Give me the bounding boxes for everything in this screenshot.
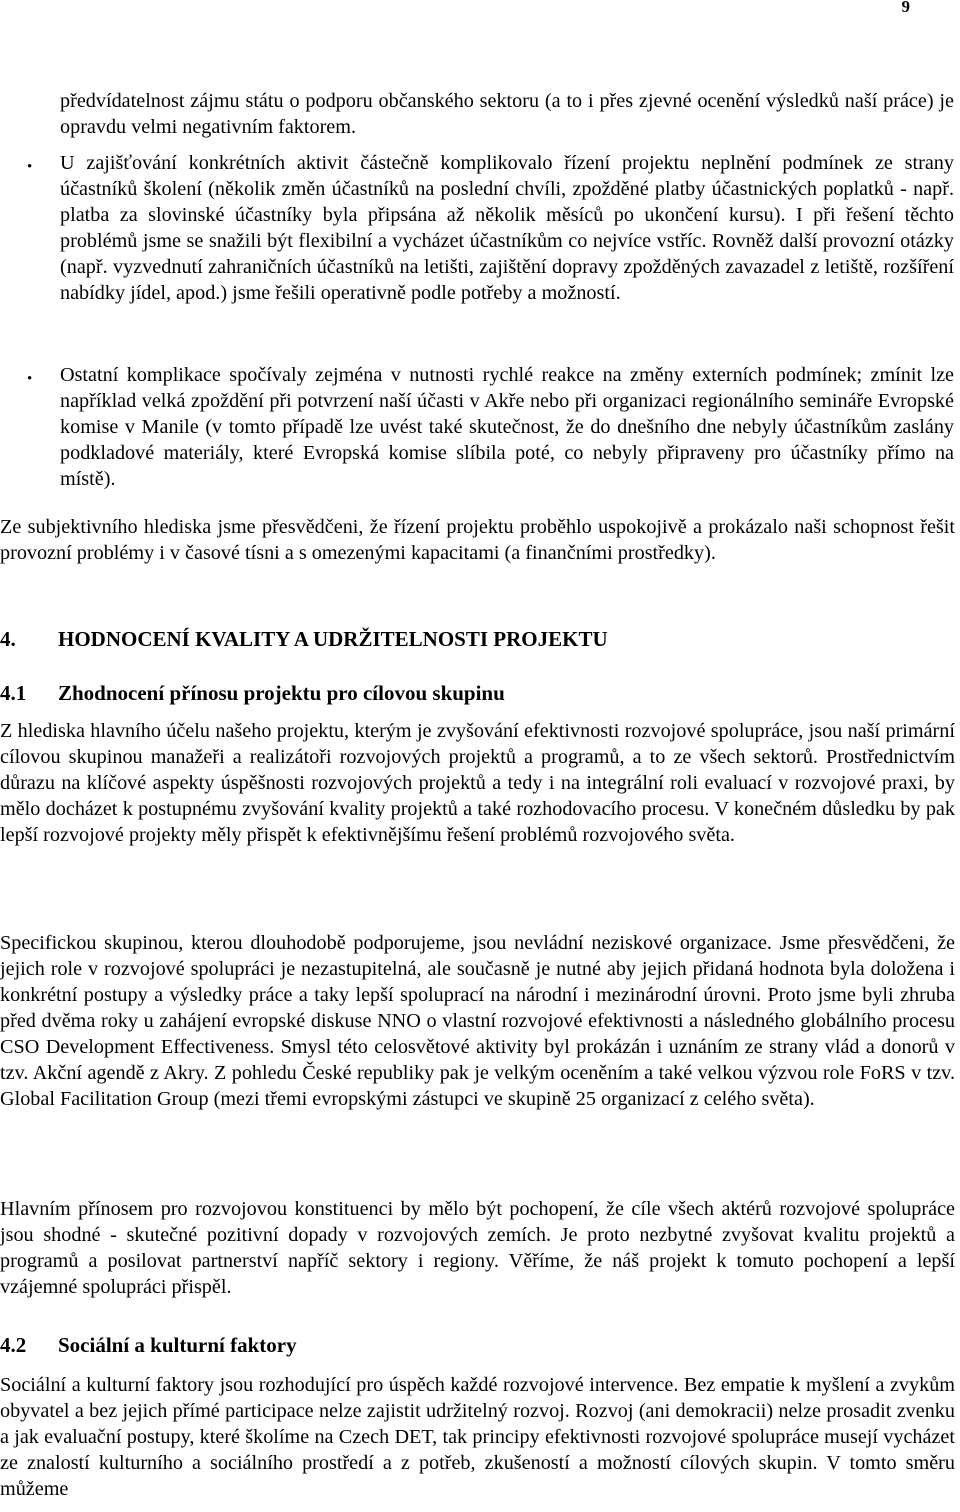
chapter-heading	[0, 626, 608, 652]
bullet-icon: •	[27, 371, 33, 387]
bullet-item-management: U zajišťování konkrétních aktivit částečně komplikovalo řízení projektu neplnění podmínek ze strany účastníků školení (několik změn účastníků na poslední chvíli, zpožděné platby účastnických poplatků - např. platba za slovinské účastníky byla připsána až několik měsíců po ukončení kursu). I při řešení těchto problémů jsme se snažili být flexibilní a vycházet účastníkům co nejvíce vstříc. Rovněž další provozní otázky (např. vyzvednutí zahraničních účastníků na letišti, zajištění dopravy zpožděných zavazadel z letiště, rozšíření nabídky jídel, apod.) jsme řešili operativně podle potřeby a možností.	[60, 152, 954, 304]
page-number: 9	[901, 0, 910, 16]
section-4-1-paragraph-1: Z hlediska hlavního účelu našeho projektu, kterým je zvyšování efektivnosti rozvojové spolupráce, jsou naší primární cílovou skupinou manažeři a realizátoři rozvojových projektů a programů, a to ze všech sektorů. Prostřednictvím důrazu na klíčové aspekty úspěšnosti rozvojových projektů a tedy i na integrální roli evaluací v rozvojové praxi, by mělo docházet k postupnému zvyšování kvality projektů a také rozhodovacího procesu. V konečném důsledku by pak lepší rozvojové projekty měly přispět k efektivnějšímu řešení problémů rozvojového světa.	[0, 720, 955, 846]
chapter-title: HODNOCENÍ KVALITY A UDRŽITELNOSTI PROJEKTU	[58, 627, 608, 651]
section-title: Zhodnocení přínosu projektu pro cílovou skupinu	[58, 681, 505, 705]
continuation-paragraph: předvídatelnost zájmu státu o podporu občanského sektoru (a to i přes zjevné ocenění výsledků naší práce) je opravdu velmi negativním faktorem.	[60, 90, 954, 138]
bullet-item-complications: Ostatní komplikace spočívaly zejména v nutnosti rychlé reakce na změny externích podmínek; zmínit lze například velká zpoždění při potvrzení naší účasti v Akře nebo při organizaci regionálního semináře Evropské komise v Manile (v tomto případě lze uvést také skutečnost, že do dnešního dne nebyly účastníkům zaslány podkladové materiály, které Evropská komise slíbila poté, co nebyly připraveny pro účastníky přímo na místě).	[60, 364, 954, 490]
section-number: 4.1	[0, 681, 27, 705]
section-4-1-paragraph-3: Hlavním přínosem pro rozvojovou konstituenci by mělo být pochopení, že cíle všech aktérů rozvojové spolupráce jsou shodné - skutečné pozitivní dopady v rozvojových zemích. Je proto nezbytné zvyšovat kvalitu projektů a programů a posilovat partnerství napříč sektory i regiony. Věříme, že náš projekt k tomuto pochopení a lepší vzájemné spolupráci přispěl.	[0, 1198, 955, 1298]
bullet-icon: •	[27, 159, 33, 175]
section-title: Sociální a kulturní faktory	[58, 1333, 297, 1357]
section-4-1-paragraph-2: Specifickou skupinou, kterou dlouhodobě podporujeme, jsou nevládní neziskové organizace. Jsme přesvědčeni, že jejich role v rozvojové spolupráci je nezastupitelná, ale současně je nutné aby jejich přidaná hodnota byla doložena i konkrétní postupy a výsledky práce a taky lepší spoluprací na národní i mezinárodní úrovni. Proto jsme byli zhruba před dvěma roky u zahájení evropské diskuse NNO o vlastní rozvojové efektivnosti a následného globálního procesu CSO Development Effectiveness. Smysl této celosvětové aktivity byl prokázán i uznáním ze strany vlád a donorů v tzv. Akční agendě z Akry. Z pohledu České republiky pak je velkým oceněním a také velkou výzvou role FoRS v tzv. Global Facilitation Group (mezi třemi evropskými zástupci ve skupině 25 organizací z celého světa).	[0, 932, 955, 1110]
section-4-2-paragraph: Sociální a kulturní faktory jsou rozhodující pro úspěch každé rozvojové intervence. Bez empatie k myšlení a zvykům obyvatel a bez jejich přímé participace nelze zajistit udržitelný rozvoj. Rozvoj (ani demokracii) nelze prosadit zvenku a jak evaluační postupy, které školíme na Czech DET, tak principy efektivnosti rozvojové spolupráce musejí vycházet ze znalostí kulturního a sociálního prostředí a z potřeb, zkušeností a možností cílových skupin. V tomto směru můžeme	[0, 1374, 955, 1500]
section-heading-4-2	[0, 1332, 297, 1358]
chapter-number: 4.	[0, 627, 16, 651]
section-number: 4.2	[0, 1333, 27, 1357]
section-heading-4-1	[0, 680, 505, 706]
summary-paragraph: Ze subjektivního hlediska jsme přesvědčeni, že řízení projektu proběhlo uspokojivě a prokázalo naši schopnost řešit provozní problémy i v časové tísni a s omezenými kapacitami (a finančními prostředky).	[0, 516, 955, 564]
